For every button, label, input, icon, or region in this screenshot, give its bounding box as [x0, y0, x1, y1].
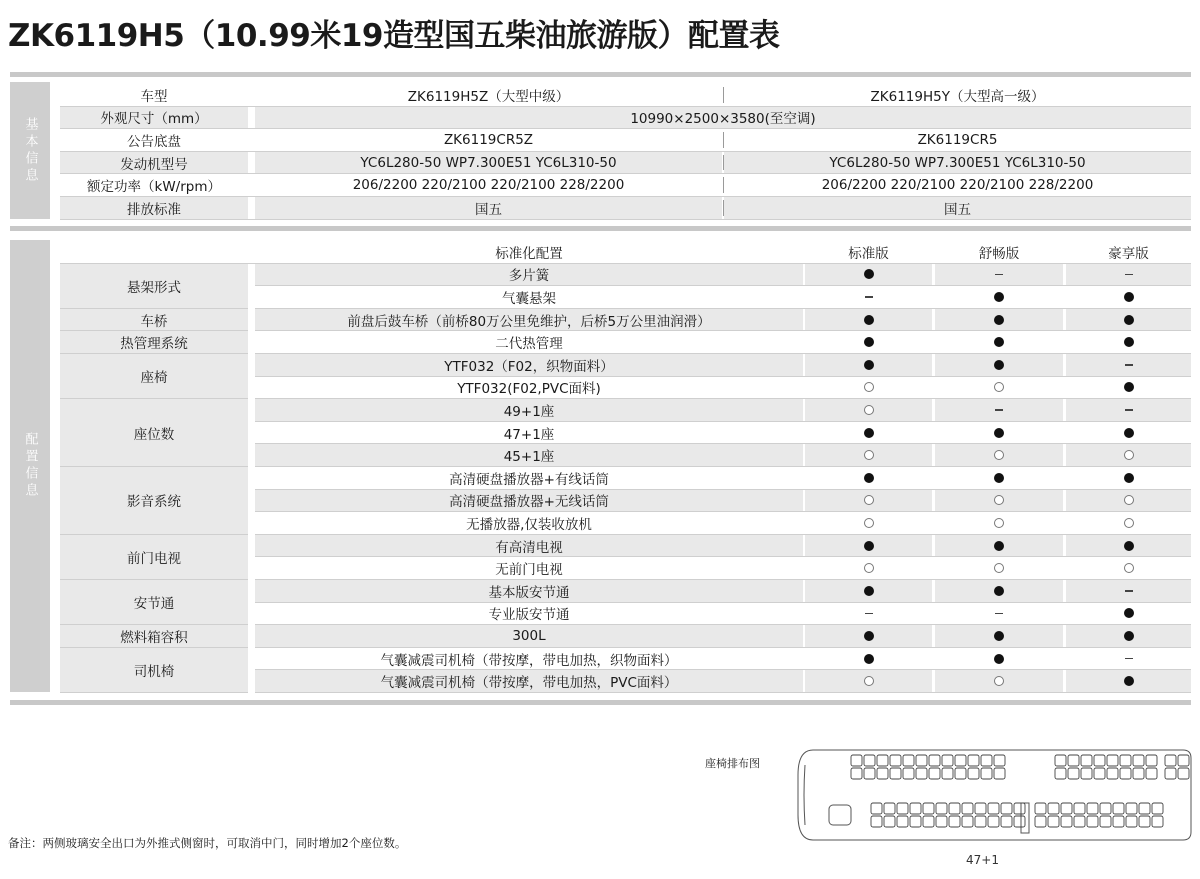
config-mark-cell: [805, 603, 932, 625]
seat-icon: [955, 768, 966, 779]
config-mark-cell: [1066, 354, 1191, 376]
basic-row-value-a: 206/2200 220/2100 220/2100 228/2200: [352, 177, 625, 194]
seat-icon: [1001, 803, 1012, 814]
config-item: 45+1座: [255, 444, 803, 466]
config-item: 有高清电视: [255, 535, 803, 557]
config-mark-cell: [805, 331, 932, 353]
seat-chart-caption: 47+1: [966, 853, 999, 867]
config-mark-cell: [935, 354, 1063, 376]
standard-dot-icon: [1124, 473, 1134, 483]
optional-ring-icon: [994, 382, 1004, 392]
basic-row-value-a: 国五: [255, 197, 722, 219]
standard-dot-icon: [1124, 631, 1134, 641]
seat-icon: [1165, 755, 1176, 766]
seat-icon: [949, 816, 960, 827]
standard-dot-icon: [1124, 676, 1134, 686]
config-group-label: 司机椅: [60, 648, 248, 692]
config-mark-cell: [935, 444, 1063, 466]
seat-icon: [1133, 755, 1144, 766]
config-mark-cell: [805, 535, 932, 557]
seat-icon: [1074, 816, 1085, 827]
config-mark-cell: [1066, 670, 1191, 692]
config-item: 基本版安节通: [255, 580, 803, 602]
standard-dot-icon: [864, 631, 874, 641]
unavailable-dash-icon: [1125, 274, 1133, 276]
seat-icon: [1055, 768, 1066, 779]
config-mark-cell: [935, 377, 1063, 399]
config-mark-cell: [1066, 490, 1191, 512]
config-mark-cell: [935, 490, 1063, 512]
optional-ring-icon: [1124, 563, 1134, 573]
config-mark-cell: [935, 603, 1063, 625]
seat-icon: [903, 768, 914, 779]
standard-dot-icon: [864, 654, 874, 664]
standard-dot-icon: [864, 269, 874, 279]
seat-icon: [916, 768, 927, 779]
seat-icon: [877, 755, 888, 766]
optional-ring-icon: [864, 405, 874, 415]
config-mark-cell: [1066, 557, 1191, 579]
column-divider: [723, 200, 724, 216]
config-item: 二代热管理: [495, 336, 563, 353]
seat-chart-label: 座椅排布图: [705, 757, 760, 770]
config-item: 49+1座: [255, 399, 803, 421]
seat-icon: [1126, 816, 1137, 827]
config-mark-cell: [805, 309, 932, 331]
row-divider: [255, 692, 1191, 693]
seat-icon: [1152, 816, 1163, 827]
unavailable-dash-icon: [1125, 590, 1133, 592]
standard-dot-icon: [864, 337, 874, 347]
basic-row-value-a: YC6L280-50 WP7.300E51 YC6L310-50: [255, 152, 722, 174]
config-mark-cell: [935, 625, 1063, 647]
basic-row-value-b: ZK6119H5Y（大型高一级）: [870, 88, 1045, 105]
config-mark-cell: [1066, 603, 1191, 625]
unavailable-dash-icon: [995, 613, 1003, 615]
config-item: 高清硬盘播放器+有线话筒: [449, 471, 609, 488]
basic-row-value-b: YC6L280-50 WP7.300E51 YC6L310-50: [724, 152, 1191, 174]
config-group-label: 车桥: [60, 309, 248, 331]
standard-dot-icon: [994, 428, 1004, 438]
seat-icon: [1035, 803, 1046, 814]
seat-icon: [923, 816, 934, 827]
config-mark-cell: [935, 670, 1063, 692]
seat-icon: [871, 816, 882, 827]
column-divider: [723, 177, 724, 193]
standard-dot-icon: [864, 586, 874, 596]
standard-dot-icon: [1124, 608, 1134, 618]
config-header-comfort: 舒畅版: [978, 245, 1020, 262]
seat-icon: [890, 768, 901, 779]
config-group-label: 座椅: [60, 354, 248, 398]
column-divider: [723, 132, 724, 148]
seat-icon: [864, 755, 875, 766]
unavailable-dash-icon: [1125, 658, 1133, 660]
config-group-label: 前门电视: [60, 535, 248, 579]
basic-row-label: 车型: [140, 88, 168, 105]
config-mark-cell: [935, 557, 1063, 579]
config-mark-cell: [1066, 399, 1191, 421]
config-mark-cell: [1066, 264, 1191, 286]
unavailable-dash-icon: [1125, 364, 1133, 366]
seat-icon: [1087, 803, 1098, 814]
section-label-config: 配置信息: [10, 240, 50, 692]
seat-icon: [1055, 755, 1066, 766]
seat-icon: [1035, 816, 1046, 827]
seat-icon: [942, 755, 953, 766]
seat-icon: [1094, 755, 1105, 766]
config-mark-cell: [935, 286, 1063, 308]
config-mark-cell: [1066, 648, 1191, 670]
config-item: YTF032（F02，织物面料）: [255, 354, 803, 376]
seat-icon: [1113, 816, 1124, 827]
config-mark-cell: [805, 422, 932, 444]
optional-ring-icon: [864, 676, 874, 686]
seat-icon: [1014, 803, 1025, 814]
config-item: 前盘后鼓车桥（前桥80万公里免维护，后桥5万公里油润滑）: [255, 309, 803, 331]
config-mark-cell: [1066, 535, 1191, 557]
standard-dot-icon: [994, 541, 1004, 551]
config-mark-cell: [805, 625, 932, 647]
seat-icon: [1048, 816, 1059, 827]
config-group-label: 热管理系统: [60, 331, 248, 353]
optional-ring-icon: [864, 450, 874, 460]
standard-dot-icon: [1124, 292, 1134, 302]
seat-icon: [923, 803, 934, 814]
config-item: 专业版安节通: [488, 607, 570, 624]
seat-icon: [916, 755, 927, 766]
config-mark-cell: [805, 377, 932, 399]
config-mark-cell: [935, 399, 1063, 421]
basic-row-label: 公告底盘: [127, 133, 181, 150]
seat-icon: [910, 816, 921, 827]
config-mark-cell: [1066, 512, 1191, 534]
seat-icon: [851, 755, 862, 766]
config-mark-cell: [805, 467, 932, 489]
unavailable-dash-icon: [995, 409, 1003, 411]
seat-icon: [1074, 803, 1085, 814]
standard-dot-icon: [1124, 541, 1134, 551]
seat-icon: [942, 768, 953, 779]
standard-dot-icon: [994, 315, 1004, 325]
config-item: 300L: [255, 625, 803, 647]
seat-icon: [1081, 768, 1092, 779]
seat-icon: [871, 803, 882, 814]
seat-icon: [1061, 816, 1072, 827]
config-mark-cell: [935, 512, 1063, 534]
standard-dot-icon: [994, 360, 1004, 370]
config-item: 多片簧: [255, 264, 803, 286]
config-mark-cell: [1066, 444, 1191, 466]
seat-icon: [1014, 816, 1025, 827]
config-item: 气囊减震司机椅（带按摩，带电加热，PVC面料）: [255, 670, 803, 692]
config-header-item: 标准化配置: [495, 245, 563, 262]
config-item: 高清硬盘播放器+无线话筒: [255, 490, 803, 512]
seat-icon: [1068, 755, 1079, 766]
seat-icon: [1126, 803, 1137, 814]
optional-ring-icon: [864, 518, 874, 528]
seat-icon: [851, 768, 862, 779]
standard-dot-icon: [994, 654, 1004, 664]
optional-ring-icon: [864, 495, 874, 505]
bottom-rule: [10, 700, 1191, 705]
standard-dot-icon: [864, 541, 874, 551]
seat-icon: [988, 816, 999, 827]
standard-dot-icon: [864, 315, 874, 325]
seat-icon: [1152, 803, 1163, 814]
standard-dot-icon: [864, 428, 874, 438]
seat-icon: [1061, 803, 1072, 814]
seat-icon: [877, 768, 888, 779]
seat-icon: [1001, 816, 1012, 827]
seat-icon: [884, 803, 895, 814]
seat-icon: [1100, 803, 1111, 814]
seat-icon: [1087, 816, 1098, 827]
seat-icon: [864, 768, 875, 779]
standard-dot-icon: [1124, 337, 1134, 347]
group-divider: [60, 692, 248, 693]
standard-dot-icon: [864, 360, 874, 370]
config-mark-cell: [1066, 580, 1191, 602]
optional-ring-icon: [994, 518, 1004, 528]
config-mark-cell: [805, 354, 932, 376]
standard-dot-icon: [994, 292, 1004, 302]
seat-icon: [1139, 816, 1150, 827]
seat-icon: [962, 803, 973, 814]
basic-row-label: 外观尺寸（mm）: [60, 107, 248, 129]
standard-dot-icon: [994, 337, 1004, 347]
config-mark-cell: [805, 557, 932, 579]
seat-icon: [975, 816, 986, 827]
standard-dot-icon: [1124, 315, 1134, 325]
page-title: ZK6119H5（10.99米19造型国五柴油旅游版）配置表: [8, 18, 780, 54]
section-label-basic: 基本信息: [10, 82, 50, 219]
config-item: 气囊悬架: [502, 290, 556, 307]
top-rule: [10, 72, 1191, 77]
seat-icon: [1113, 803, 1124, 814]
mid-rule: [10, 226, 1191, 231]
basic-row-label: 发动机型号: [60, 152, 248, 174]
seat-icon: [981, 768, 992, 779]
optional-ring-icon: [1124, 495, 1134, 505]
optional-ring-icon: [864, 382, 874, 392]
standard-dot-icon: [1124, 428, 1134, 438]
seat-icon: [1081, 755, 1092, 766]
seat-icon: [1120, 755, 1131, 766]
optional-ring-icon: [1124, 450, 1134, 460]
config-mark-cell: [805, 512, 932, 534]
seat-icon: [1048, 803, 1059, 814]
basic-row-value-b: 206/2200 220/2100 220/2100 228/2200: [821, 177, 1094, 194]
config-mark-cell: [1066, 331, 1191, 353]
row-divider: [60, 219, 1191, 220]
seat-icon: [968, 768, 979, 779]
config-mark-cell: [935, 331, 1063, 353]
config-mark-cell: [935, 467, 1063, 489]
config-header-standard: 标准版: [848, 245, 889, 262]
seat-icon: [994, 768, 1005, 779]
config-mark-cell: [1066, 286, 1191, 308]
config-mark-cell: [935, 422, 1063, 444]
seat-icon: [890, 755, 901, 766]
seat-icon: [897, 816, 908, 827]
seat-icon: [994, 755, 1005, 766]
seat-icon: [929, 755, 940, 766]
seat-icon: [975, 803, 986, 814]
unavailable-dash-icon: [865, 296, 873, 298]
config-item: 47+1座: [503, 426, 555, 443]
config-mark-cell: [935, 648, 1063, 670]
config-mark-cell: [805, 286, 932, 308]
config-mark-cell: [935, 580, 1063, 602]
standard-dot-icon: [864, 473, 874, 483]
config-group-label: 安节通: [60, 580, 248, 624]
seat-icon: [903, 755, 914, 766]
config-mark-cell: [1066, 625, 1191, 647]
standard-dot-icon: [1124, 382, 1134, 392]
config-mark-cell: [1066, 467, 1191, 489]
seat-icon: [1107, 755, 1118, 766]
basic-row-value-b: 国五: [724, 197, 1191, 219]
column-divider: [723, 155, 724, 171]
seat-icon: [988, 803, 999, 814]
seat-icon: [1178, 768, 1189, 779]
config-mark-cell: [805, 580, 932, 602]
seat-icon: [884, 816, 895, 827]
unavailable-dash-icon: [865, 613, 873, 615]
config-mark-cell: [935, 264, 1063, 286]
basic-row-value: 10990×2500×3580(至空调): [255, 107, 1191, 129]
config-mark-cell: [805, 444, 932, 466]
seat-icon: [968, 755, 979, 766]
seat-icon: [1133, 768, 1144, 779]
seat-icon: [1146, 755, 1157, 766]
seat-icon: [949, 803, 960, 814]
optional-ring-icon: [994, 676, 1004, 686]
config-mark-cell: [805, 648, 932, 670]
config-group-label: 座位数: [60, 399, 248, 466]
config-mark-cell: [935, 309, 1063, 331]
basic-row-label: 额定功率（kW/rpm）: [87, 179, 221, 196]
seat-icon: [1165, 768, 1176, 779]
seat-icon: [1094, 768, 1105, 779]
config-mark-cell: [935, 535, 1063, 557]
seat-icon: [1068, 768, 1079, 779]
seat-icon: [910, 803, 921, 814]
seat-layout-diagram: [793, 745, 1193, 845]
config-mark-cell: [805, 399, 932, 421]
config-mark-cell: [1066, 377, 1191, 399]
optional-ring-icon: [994, 563, 1004, 573]
config-group-label: 悬架形式: [60, 264, 248, 308]
optional-ring-icon: [994, 450, 1004, 460]
unavailable-dash-icon: [1125, 409, 1133, 411]
seat-icon: [1107, 768, 1118, 779]
standard-dot-icon: [994, 586, 1004, 596]
seat-icon: [936, 803, 947, 814]
standard-dot-icon: [994, 473, 1004, 483]
optional-ring-icon: [1124, 518, 1134, 528]
standard-dot-icon: [994, 631, 1004, 641]
config-mark-cell: [805, 264, 932, 286]
seat-icon: [929, 768, 940, 779]
config-mark-cell: [805, 670, 932, 692]
config-item: 无播放器,仅装收放机: [466, 516, 592, 533]
basic-row-value-b: ZK6119CR5: [917, 131, 998, 148]
seat-icon: [936, 816, 947, 827]
config-mark-cell: [1066, 309, 1191, 331]
config-group-label: 燃料箱容积: [60, 625, 248, 647]
seat-icon: [1139, 803, 1150, 814]
optional-ring-icon: [994, 495, 1004, 505]
basic-row-value-a: ZK6119H5Z（大型中级）: [407, 88, 570, 105]
seat-icon: [962, 816, 973, 827]
seat-icon: [897, 803, 908, 814]
config-header-luxury: 豪享版: [1108, 245, 1149, 262]
optional-ring-icon: [864, 563, 874, 573]
column-divider: [723, 87, 724, 103]
seat-icon: [1178, 755, 1189, 766]
config-item: 无前门电视: [495, 562, 563, 579]
config-mark-cell: [805, 490, 932, 512]
seat-icon: [955, 755, 966, 766]
seat-icon: [1120, 768, 1131, 779]
config-mark-cell: [1066, 422, 1191, 444]
basic-row-value-a: ZK6119CR5Z: [443, 131, 534, 148]
config-item: YTF032(F02,PVC面料): [457, 381, 601, 398]
unavailable-dash-icon: [995, 274, 1003, 276]
seat-icon: [1100, 816, 1111, 827]
seat-icon: [1146, 768, 1157, 779]
config-group-label: 影音系统: [60, 467, 248, 534]
config-item: 气囊减震司机椅（带按摩，带电加热，织物面料）: [380, 652, 678, 669]
basic-row-label: 排放标准: [60, 197, 248, 219]
footnote: 备注：两侧玻璃安全出口为外推式侧窗时，可取消中门，同时增加2个座位数。: [8, 836, 407, 850]
seat-icon: [981, 755, 992, 766]
